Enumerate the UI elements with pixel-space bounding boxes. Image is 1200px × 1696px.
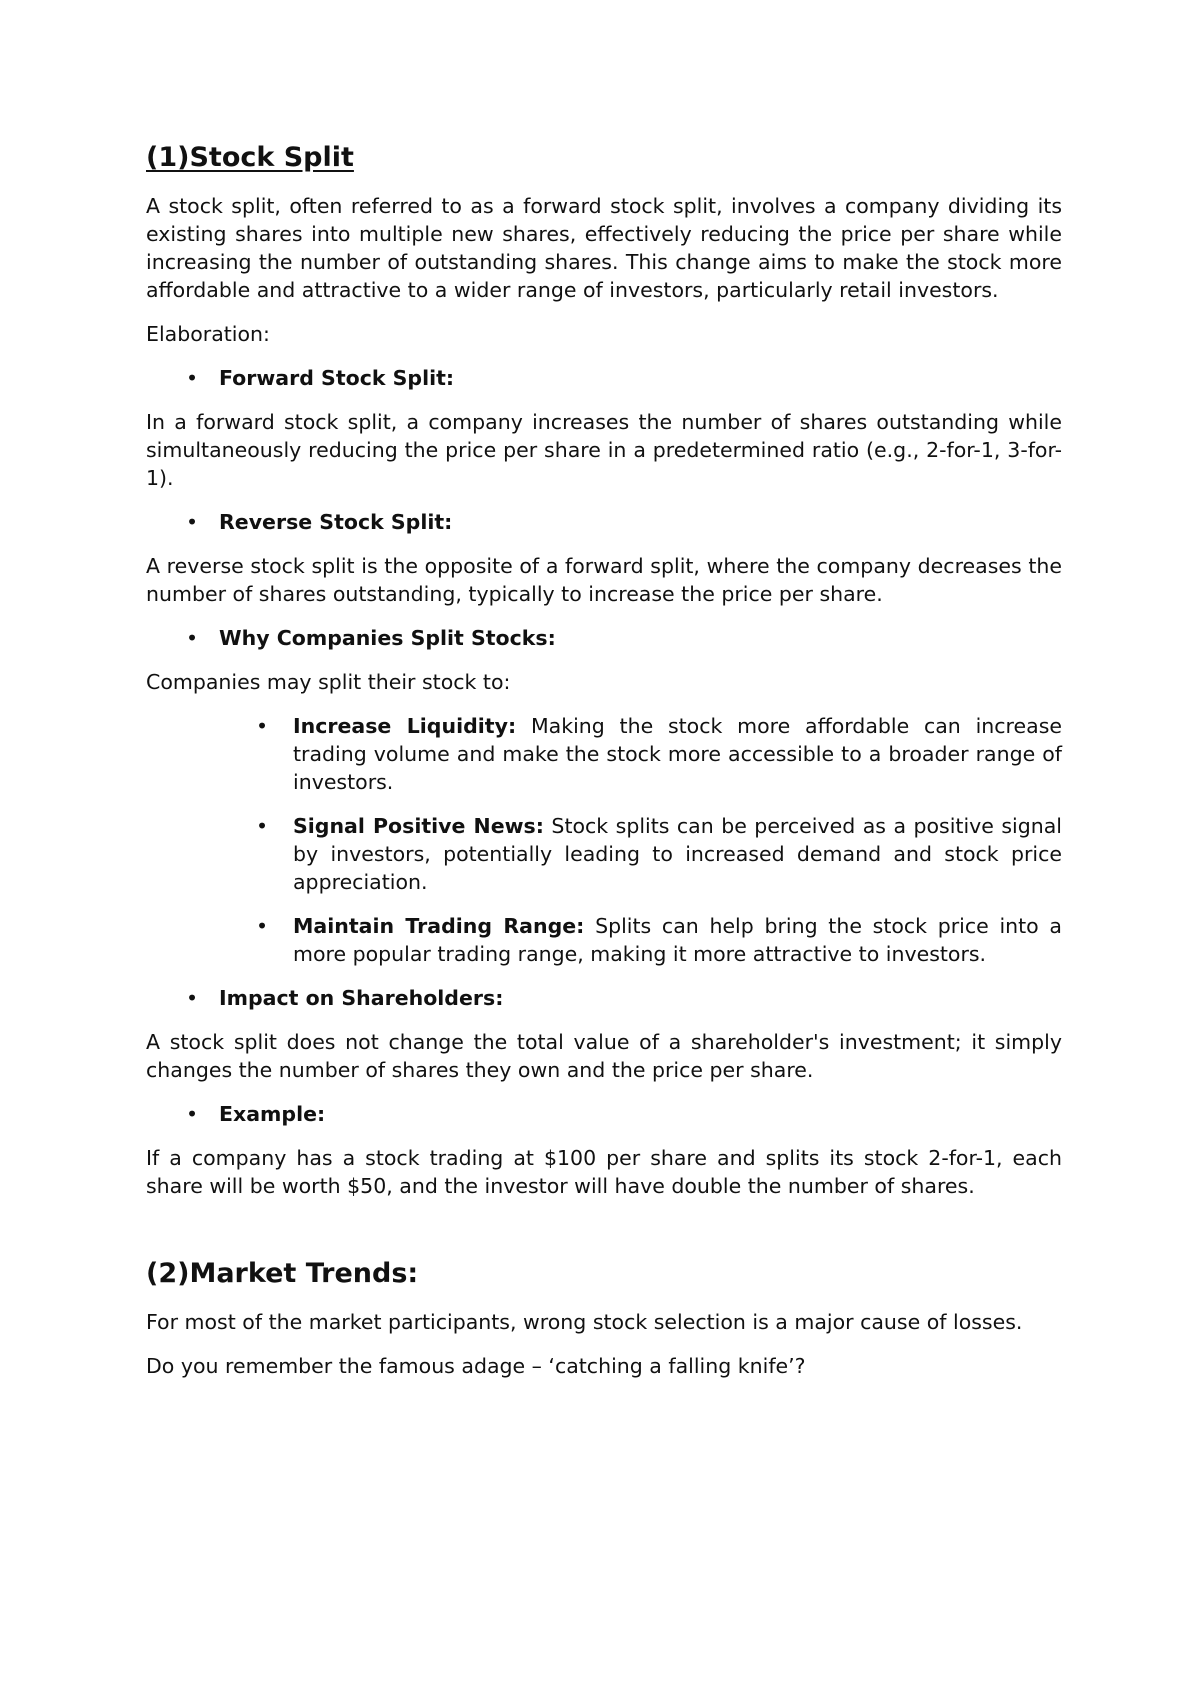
elaboration-label: Elaboration: bbox=[146, 322, 270, 346]
bullet-example: • Example: bbox=[146, 1100, 1062, 1128]
bullet-list-reverse bbox=[146, 508, 1062, 536]
reason-label: Maintain Trading Range: bbox=[293, 914, 585, 938]
reason-text: Making the stock more affordable can increase trading volume and make the stock more accessible to a broader range of investors. bbox=[293, 714, 1062, 794]
example-paragraph: If a company has a stock trading at $100 per share and splits its stock 2-for-1, each share will be worth $50, and the investor will have double the number of shares. bbox=[146, 1146, 1062, 1198]
bullet-list-forward bbox=[146, 364, 1062, 392]
section-heading-stock-split: (1)Stock Split bbox=[146, 142, 354, 173]
market-trends-paragraph-2: Do you remember the famous adage – ‘catching a falling knife’? bbox=[146, 1354, 806, 1378]
reason-signal-positive-news bbox=[146, 812, 1062, 896]
bullet-reverse-stock-split: • Reverse Stock Split: bbox=[146, 508, 1062, 536]
reason-label: Increase Liquidity: bbox=[293, 714, 517, 738]
market-trends-paragraph-1: For most of the market participants, wrong stock selection is a major cause of losses. bbox=[146, 1310, 1023, 1334]
reason-text: Splits can help bring the stock price into a more popular trading range, making it more attractive to investors. bbox=[293, 914, 1062, 966]
why-lead-paragraph: Companies may split their stock to: bbox=[146, 670, 511, 694]
reason-label: Signal Positive News: bbox=[293, 814, 544, 838]
bullet-list-example bbox=[146, 1100, 1062, 1128]
bullet-why-companies-split: • Why Companies Split Stocks: bbox=[146, 624, 1062, 652]
intro-paragraph: A stock split, often referred to as a forward stock split, involves a company dividing its existing shares into multiple new shares, effectively reducing the price per share while increasing the number of outstanding shares. This change aims to make the stock more affordable and attractive to a wider range of investors, particularly retail investors. bbox=[146, 194, 1062, 302]
reason-increase-liquidity bbox=[146, 712, 1062, 796]
reverse-split-paragraph: A reverse stock split is the opposite of a forward split, where the company decreases the number of shares outstanding, typically to increase the price per share. bbox=[146, 554, 1062, 606]
forward-split-paragraph: In a forward stock split, a company increases the number of shares outstanding while simultaneously reducing the price per share in a predetermined ratio (e.g., 2-for-1, 3-for-1). bbox=[146, 410, 1062, 490]
bullet-impact-on-shareholders: • Impact on Shareholders: bbox=[146, 984, 1062, 1012]
bullet-list-impact bbox=[146, 984, 1062, 1012]
reasons-list bbox=[146, 712, 1062, 968]
reason-text: Stock splits can be perceived as a positive signal by investors, potentially leading to increased demand and stock price appreciation. bbox=[293, 814, 1062, 894]
section-heading-market-trends: (2)Market Trends: bbox=[146, 1258, 419, 1289]
bullet-list-why bbox=[146, 624, 1062, 652]
bullet-forward-stock-split: • Forward Stock Split: bbox=[146, 364, 1062, 392]
reason-maintain-trading-range bbox=[146, 912, 1062, 968]
impact-paragraph: A stock split does not change the total value of a shareholder's investment; it simply changes the number of shares they own and the price per share. bbox=[146, 1030, 1062, 1082]
